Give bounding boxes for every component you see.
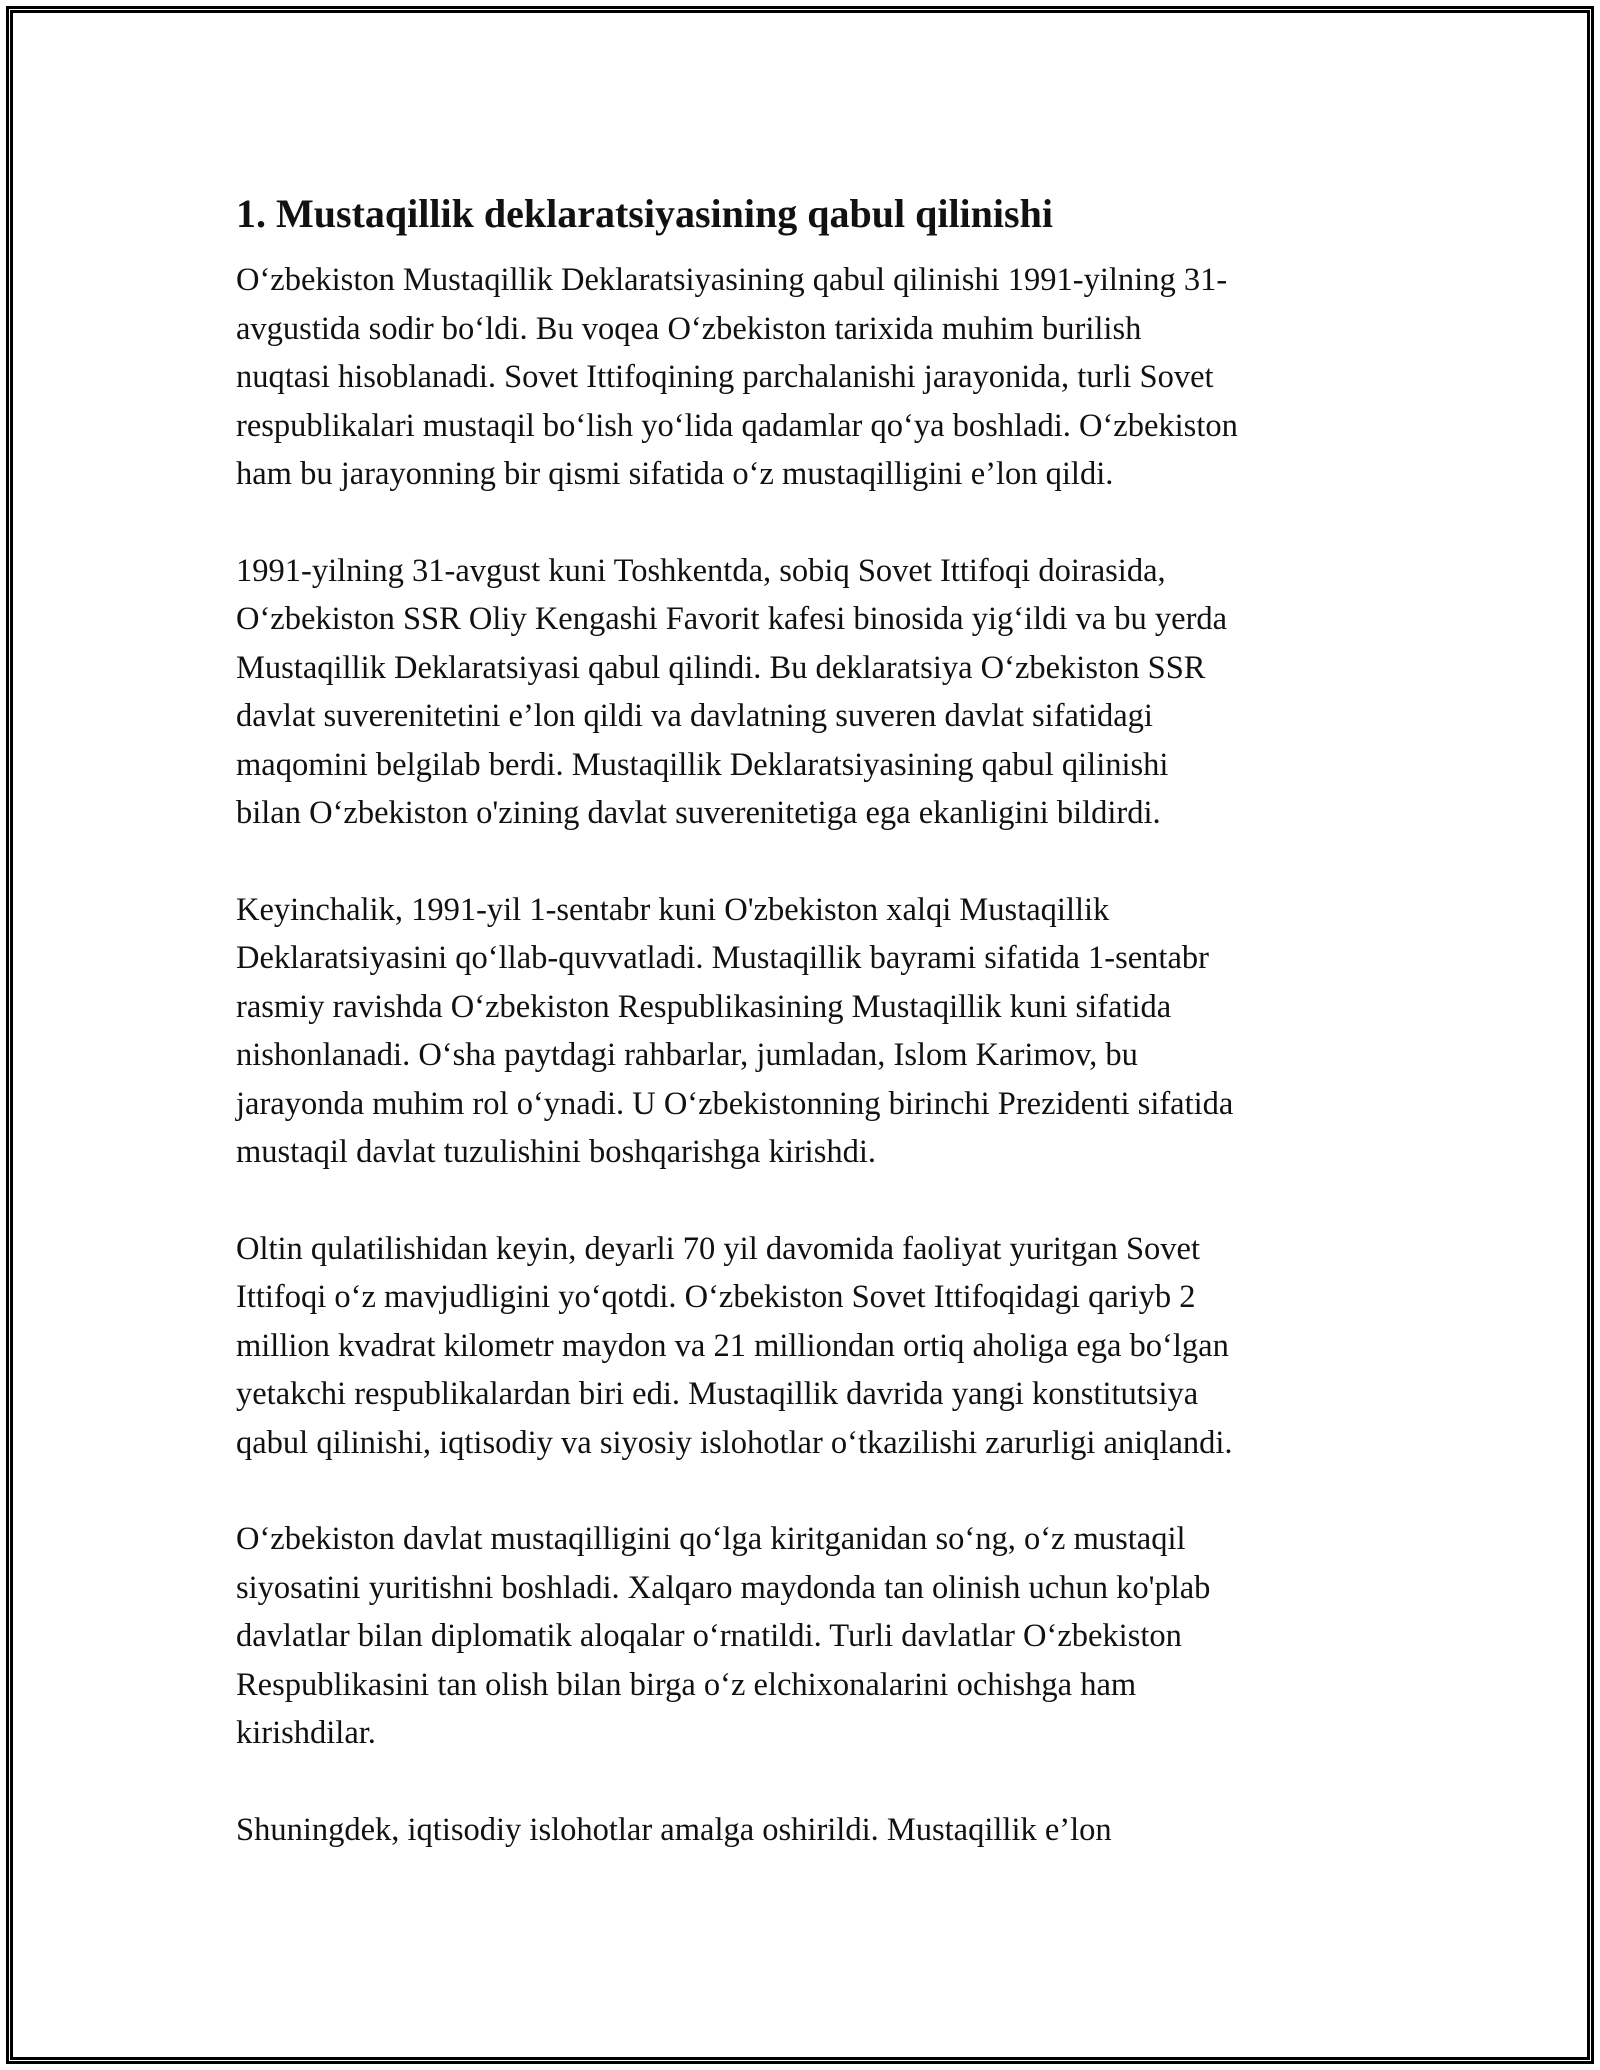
paragraph-1: O‘zbekiston Mustaqillik Deklaratsiyasining qabul qilinishi 1991-yilning 31- avgustida sodir bo‘ldi. Bu voqea O‘zbekiston tarixida muhim burilish nuqtasi hisoblanadi. Sovet Ittifoqining parchalanishi jarayonida, turli Sovet respublikalari mustaqil bo‘lish yo‘lida qadamlar qo‘ya boshladi. O‘zbekiston ham bu jarayonning bir qismi sifatida o‘z mustaqilligini e’lon qildi. [236, 262, 1238, 492]
paragraph-2: 1991-yilning 31-avgust kuni Toshkentda, sobiq Sovet Ittifoqi doirasida, O‘zbekiston SSR Oliy Kengashi Favorit kafesi binosida yig‘ildi va bu yerda Mustaqillik Deklaratsiyasi qabul qilindi. Bu deklaratsiya O‘zbekiston SSR davlat suverenitetini e’lon qildi va davlatning suveren davlat sifatidagi maqomini belgilab berdi. Mustaqillik Deklaratsiyasining qabul qilinishi bilan O‘zbekiston o'zining davlat suverenitetiga ega ekanligini bildirdi. [236, 552, 1228, 831]
document-content [236, 188, 1376, 1854]
paragraph-6: Shuningdek, iqtisodiy islohotlar amalga oshirildi. Mustaqillik e’lon [236, 1811, 1112, 1848]
paragraph-3: Keyinchalik, 1991-yil 1-sentabr kuni O'zbekiston xalqi Mustaqillik Deklaratsiyasini qo‘llab-quvvatladi. Mustaqillik bayrami sifatida 1-sentabr rasmiy ravishda O‘zbekiston Respublikasining Mustaqillik kuni sifatida nishonlanadi. O‘sha paytdagi rahbarlar, jumladan, Islom Karimov, bu jarayonda muhim rol o‘ynadi. U O‘zbekistonning birinchi Prezidenti sifatida mustaqil davlat tuzulishini boshqarishga kirishdi. [236, 891, 1234, 1170]
paragraph-5: O‘zbekiston davlat mustaqilligini qo‘lga kiritganidan so‘ng, o‘z mustaqil siyosatini yuritishni boshladi. Xalqaro maydonda tan olinish uchun ko'plab davlatlar bilan diplomatik aloqalar o‘rnatildi. Turli davlatlar O‘zbekiston Respublikasini tan olish bilan birga o‘z elchixonalarini ochishga ham kirishdilar. [236, 1521, 1211, 1751]
paragraph-4: Oltin qulatilishidan keyin, deyarli 70 yil davomida faoliyat yuritgan Sovet Ittifoqi o‘z mavjudligini yo‘qotdi. O‘zbekiston Sovet Ittifoqidagi qariyb 2 million kvadrat kilometr maydon va 21 milliondan ortiq aholiga ega bo‘lgan yetakchi respublikalardan biri edi. Mustaqillik davrida yangi konstitutsiya qabul qilinishi, iqtisodiy va siyosiy islohotlar o‘tkazilishi zarurligi aniqlandi. [236, 1230, 1233, 1461]
document-body [236, 256, 1376, 1854]
section-heading: 1. Mustaqillik deklaratsiyasining qabul qilinishi [236, 191, 1053, 236]
